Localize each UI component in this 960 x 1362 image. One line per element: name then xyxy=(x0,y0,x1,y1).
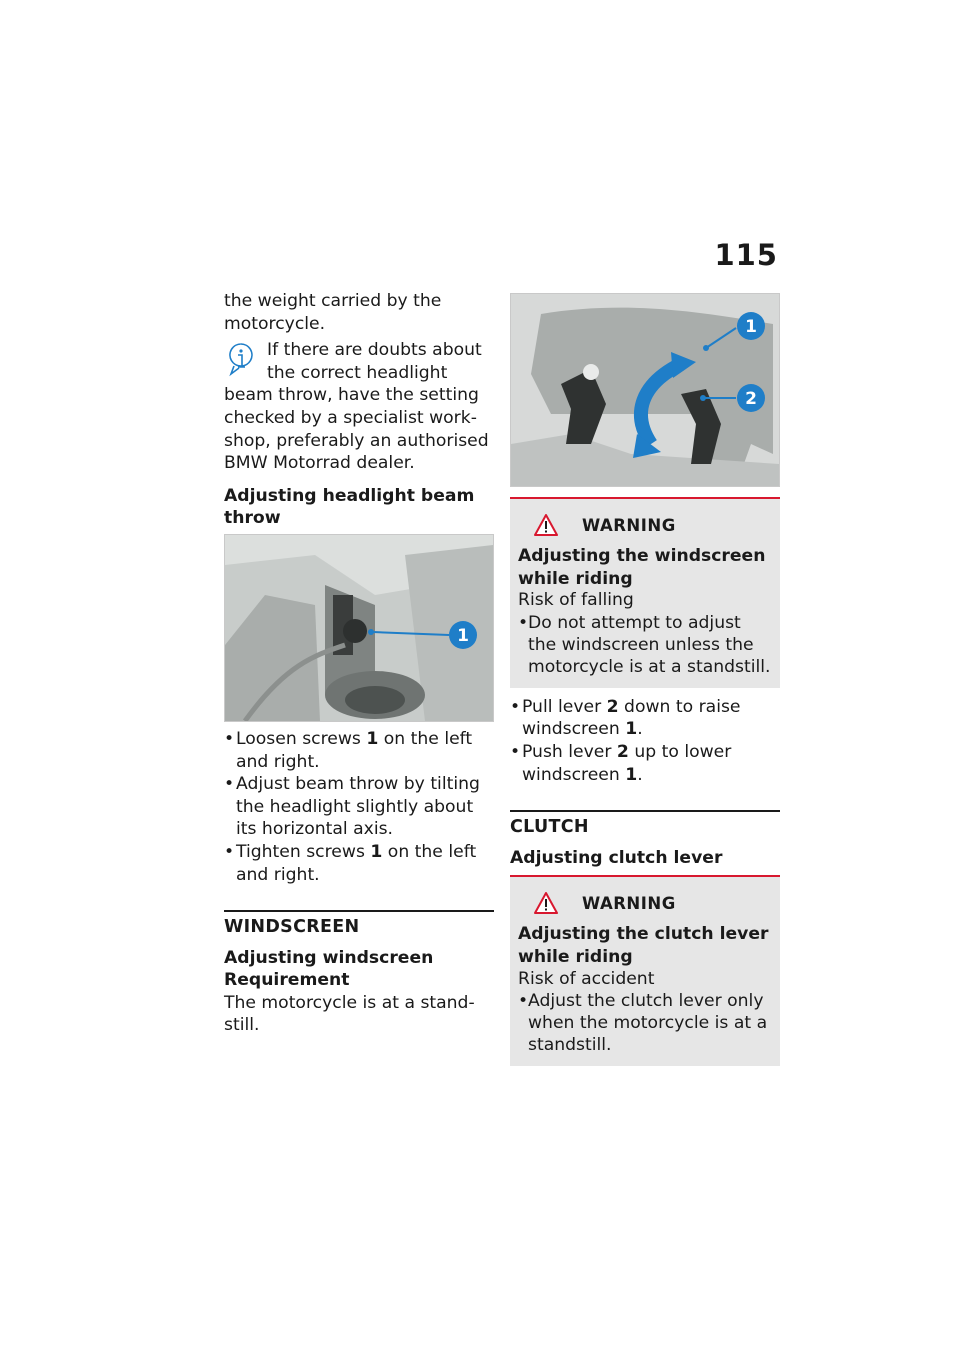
info-icon xyxy=(226,341,256,377)
clutch-heading: Adjusting clutch lever xyxy=(510,847,723,868)
intro-text: the weight carried by the motorcycle. xyxy=(224,291,442,334)
page-number: 115 xyxy=(714,238,778,272)
headlight-figure xyxy=(224,534,494,722)
warning-icon xyxy=(534,513,558,537)
headlight-illustration xyxy=(225,535,493,721)
windscreen-steps xyxy=(510,696,780,786)
windscreen-figure xyxy=(510,293,780,487)
info-text-rest: beam throw, have the setting checked by a specialist work-shop, preferably an authorised BMW Motorrad dealer. xyxy=(224,385,489,474)
right-column xyxy=(510,293,780,1066)
windscreen-section xyxy=(224,910,494,939)
windscreen-callout-1: 1 xyxy=(745,317,757,337)
warning-list xyxy=(518,612,772,678)
left-column xyxy=(224,290,494,1037)
list-item: • Pull lever 2 down to raise windscreen 1. xyxy=(510,696,780,741)
info-text-first: If there are doubts about the correct headlight xyxy=(267,340,482,383)
list-item: • Push lever 2 up to lower windscreen 1. xyxy=(510,741,780,786)
headlight-steps xyxy=(224,728,494,886)
warning-risk: Risk of accident xyxy=(518,968,655,989)
requirement-text: The motorcycle is at a stand-still. xyxy=(224,992,475,1036)
windscreen-illustration xyxy=(511,294,779,486)
warning-label: WARNING xyxy=(582,893,676,913)
windscreen-section-title: WINDSCREEN xyxy=(224,917,360,938)
requirement-label: Requirement xyxy=(224,970,350,991)
list-item: • Loosen screws 1 on the left and right. xyxy=(224,728,494,773)
windscreen-callout-2: 2 xyxy=(745,389,757,409)
list-item: • Tighten screws 1 on the left and right. xyxy=(224,841,494,886)
warning-box-clutch xyxy=(510,875,780,1066)
windscreen-heading: Adjusting windscreen xyxy=(224,947,434,968)
list-item: • Adjust the clutch lever only when the motorcycle is at a standstill. xyxy=(518,990,772,1056)
warning-title: Adjusting the clutch lever while riding xyxy=(518,924,769,967)
info-note xyxy=(224,339,494,475)
warning-icon xyxy=(534,891,558,915)
list-item: • Do not attempt to adjust the windscreen unless the motorcycle is at a standstill. xyxy=(518,612,772,678)
clutch-section-title: CLUTCH xyxy=(510,817,589,838)
headlight-heading: Adjusting headlight beam throw xyxy=(224,485,475,529)
warning-risk: Risk of falling xyxy=(518,590,634,611)
warning-label: WARNING xyxy=(582,515,676,535)
clutch-section xyxy=(510,810,780,839)
warning-title: Adjusting the windscreen while riding xyxy=(518,546,766,589)
warning-box-windscreen xyxy=(510,497,780,688)
list-item: • Adjust beam throw by tilting the headlight slightly about its horizontal axis. xyxy=(224,773,494,841)
headlight-callout-1: 1 xyxy=(457,625,469,646)
warning-list xyxy=(518,990,772,1056)
